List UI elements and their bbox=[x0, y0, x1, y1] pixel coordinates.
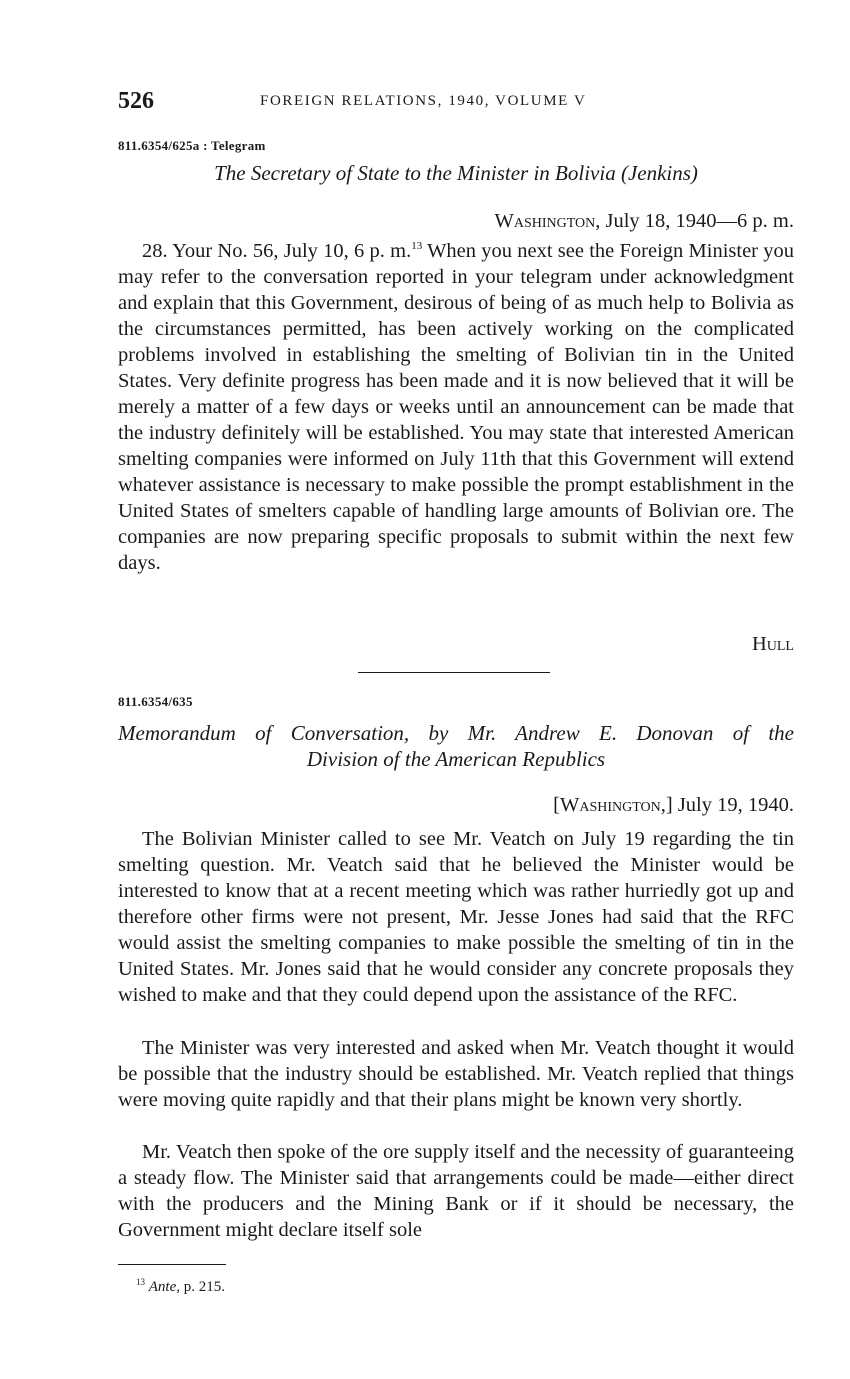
footnote-italic: Ante bbox=[148, 1279, 177, 1295]
footnote bbox=[136, 1279, 225, 1296]
footnote-text: , p. 215. bbox=[176, 1279, 225, 1295]
doc2-file-reference: 811.6354/635 bbox=[118, 694, 193, 709]
doc2-dateline-date: ,] July 19, 1940. bbox=[660, 794, 794, 816]
doc1-dateline bbox=[494, 210, 794, 233]
doc2-dateline-place: Washington bbox=[559, 794, 661, 816]
footnote-reference: 13 bbox=[411, 240, 423, 253]
running-title: FOREIGN RELATIONS, 1940, VOLUME V bbox=[260, 93, 587, 109]
doc1-paragraph bbox=[118, 238, 794, 576]
doc2-paragraph-3: Mr. Veatch then spoke of the ore supply itself and the necessity of guaranteeing a steady flow. The Minister said that arrangements could be made—either direct with the producers and the Mining Bank or if it should be necessary, the Government might declare itself sole bbox=[118, 1141, 794, 1241]
doc1-file-reference: 811.6354/625a : Telegram bbox=[118, 138, 266, 153]
doc1-paragraph-body: When you next see the Foreign Minister you may refer to the conversation reported in your telegram under acknowledgment and explain that this Government, desirous of being of as much help to Bolivia as the circumstances permitted, has been actively working on the complicated problems involved in establishing the smelting of Bolivian tin in the United States. Very definite progress has been made and it is now believed that it will be merely a matter of a few days or weeks until an announcement can be made that the industry definitely will be established. You may state that interested American smelting companies were informed on July 11th that this Government will extend whatever assistance is necessary to make possible the prompt establishment in the United States of smelters capable of handling large amounts of Bolivian ore. The companies are now preparing specific proposals to submit within the next few days. bbox=[118, 240, 794, 574]
doc1-dateline-date: , July 18, 1940—6 p. m. bbox=[595, 210, 794, 232]
running-head bbox=[118, 88, 794, 118]
footnote-rule bbox=[118, 1264, 226, 1265]
doc2-dateline bbox=[553, 794, 794, 817]
footnote-marker: 13 bbox=[136, 1277, 145, 1287]
doc1-dateline-place: Washington bbox=[494, 210, 596, 232]
section-divider bbox=[358, 672, 550, 673]
doc2-dateline-open: [ bbox=[553, 794, 560, 816]
doc2-heading-line1: Memorandum of Conversation, by Mr. Andrew E. Donovan of the bbox=[118, 721, 794, 745]
doc2-paragraph-1: The Bolivian Minister called to see Mr. Veatch on July 19 regarding the tin smelting question. Mr. Veatch said that he believed the Minister would be interested to know that at a recent meeting which was rather hurriedly got up and therefore other firms were not present, Mr. Jesse Jones had said that the RFC would assist the smelting companies to make possible the smelting of tin in the United States. Mr. Jones said that he would consider any concrete proposals they wished to make and that they could depend upon the assistance of the RFC. bbox=[118, 828, 794, 1006]
page-number: 526 bbox=[118, 88, 154, 114]
doc2-heading-line2: Division of the American Republics bbox=[306, 747, 606, 771]
doc1-signature: Hull bbox=[751, 633, 794, 655]
doc1-paragraph-lead: 28. Your No. 56, July 10, 6 p. m. bbox=[142, 240, 412, 262]
doc1-heading: The Secretary of State to the Minister in Bolivia (Jenkins) bbox=[214, 161, 698, 185]
doc2-paragraph-2: The Minister was very interested and asked when Mr. Veatch thought it would be possible that the industry should be established. Mr. Veatch replied that things were moving quite rapidly and that their plans might be known very shortly. bbox=[118, 1037, 794, 1111]
